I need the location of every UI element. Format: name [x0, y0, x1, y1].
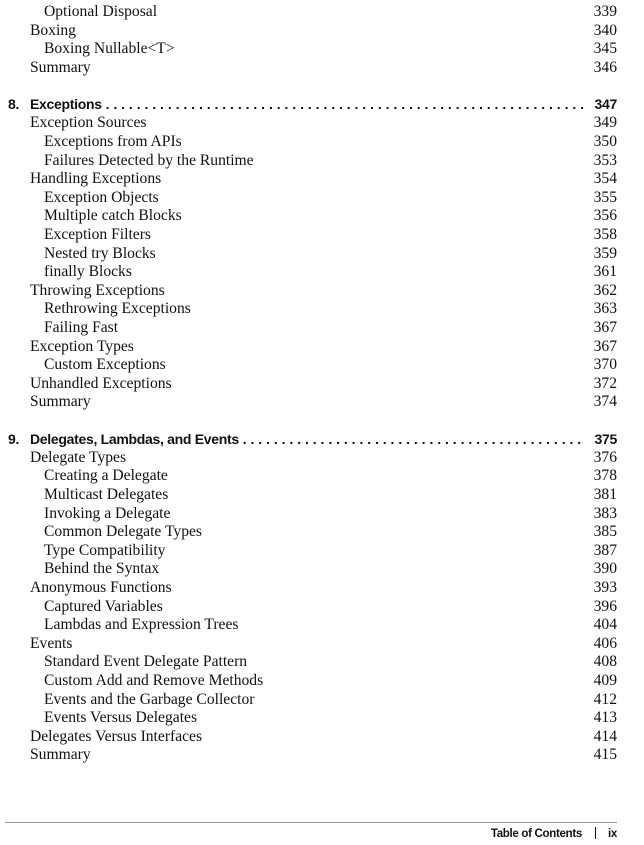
toc-subsection-entry[interactable]	[0, 319, 644, 338]
toc-subsection-entry[interactable]	[0, 300, 644, 319]
entry-page-number: 387	[593, 541, 617, 559]
entry-page-number: 396	[593, 597, 617, 615]
entry-page-number: 359	[593, 244, 617, 262]
entry-title: Lambdas and Expression Trees	[44, 616, 239, 634]
toc-section-entry[interactable]	[0, 22, 644, 41]
chapter-page-number: 347	[594, 96, 617, 113]
entry-title: Invoking a Delegate	[44, 504, 171, 522]
toc-subsection-entry[interactable]	[0, 505, 644, 524]
entry-page-number: 374	[593, 393, 617, 411]
toc-section-entry[interactable]	[0, 114, 644, 133]
toc-subsection-entry[interactable]	[0, 207, 644, 226]
toc-subsection-entry[interactable]	[0, 189, 644, 208]
toc-section-entry[interactable]	[0, 59, 644, 78]
entry-page-number: 349	[593, 114, 617, 132]
entry-page-number: 363	[593, 300, 617, 318]
entry-page-number: 406	[593, 634, 617, 652]
chapter-page-number: 375	[594, 430, 617, 447]
entry-title: Custom Exceptions	[44, 356, 166, 374]
entry-title: Delegate Types	[30, 448, 127, 466]
entry-title: Summary	[30, 746, 91, 764]
toc-chapter-heading[interactable]	[0, 94, 644, 114]
entry-title: Handling Exceptions	[30, 170, 162, 188]
entry-page-number: 412	[593, 690, 617, 708]
entry-title: Exceptions from APIs	[44, 132, 182, 150]
entry-title: finally Blocks	[44, 263, 132, 281]
entry-page-number: 367	[593, 318, 617, 336]
entry-title: Anonymous Functions	[30, 579, 172, 597]
entry-title: Failing Fast	[44, 318, 119, 336]
toc-subsection-entry[interactable]	[0, 598, 644, 617]
toc-section-entry[interactable]	[0, 746, 644, 765]
entry-page-number: 383	[593, 504, 617, 522]
toc-subsection-entry[interactable]	[0, 672, 644, 691]
toc-subsection-entry[interactable]	[0, 226, 644, 245]
entry-page-number: 361	[593, 263, 617, 281]
entry-title: Type Compatibility	[44, 541, 166, 559]
toc-subsection-entry[interactable]	[0, 616, 644, 635]
toc-subsection-entry[interactable]	[0, 3, 644, 22]
entry-title: Behind the Syntax	[44, 560, 160, 578]
toc-subsection-entry[interactable]	[0, 263, 644, 282]
chapter-number: 8.	[8, 96, 20, 113]
toc-subsection-entry[interactable]	[0, 152, 644, 171]
toc-subsection-entry[interactable]	[0, 653, 644, 672]
footer-page-number: ix	[608, 828, 617, 840]
toc-subsection-entry[interactable]	[0, 709, 644, 728]
chapter-title-leader	[30, 94, 586, 114]
toc-section-entry[interactable]	[0, 579, 644, 598]
entry-title: Events	[30, 634, 73, 652]
entry-page-number: 376	[593, 448, 617, 466]
entry-title: Creating a Delegate	[44, 467, 168, 485]
entry-page-number: 355	[593, 188, 617, 206]
entry-title: Boxing	[30, 21, 76, 39]
entry-page-number: 367	[593, 337, 617, 355]
toc-section-entry[interactable]	[0, 375, 644, 394]
table-of-contents	[0, 3, 644, 765]
toc-subsection-entry[interactable]	[0, 523, 644, 542]
entry-title: Optional Disposal	[44, 3, 158, 20]
entry-page-number: 404	[593, 616, 617, 634]
entry-page-number: 353	[593, 151, 617, 169]
entry-page-number: 350	[593, 132, 617, 150]
entry-title: Unhandled Exceptions	[30, 374, 172, 392]
toc-section-entry[interactable]	[0, 635, 644, 654]
entry-title: Common Delegate Types	[44, 523, 202, 541]
entry-title: Boxing Nullable<T>	[44, 40, 175, 58]
toc-section-entry[interactable]	[0, 393, 644, 412]
entry-title: Captured Variables	[44, 597, 163, 615]
footer-running-title: Table of Contents	[490, 828, 582, 840]
page-footer	[491, 827, 617, 840]
toc-chapter-heading[interactable]	[0, 429, 644, 449]
entry-title: Rethrowing Exceptions	[44, 300, 191, 318]
entry-title: Multiple catch Blocks	[44, 207, 182, 225]
toc-subsection-entry[interactable]	[0, 486, 644, 505]
toc-subsection-entry[interactable]	[0, 560, 644, 579]
toc-section-entry[interactable]	[0, 282, 644, 301]
toc-subsection-entry[interactable]	[0, 356, 644, 375]
entry-title: Throwing Exceptions	[30, 281, 165, 299]
entry-title: Summary	[30, 58, 91, 76]
toc-subsection-entry[interactable]	[0, 245, 644, 264]
entry-title: Delegates Versus Interfaces	[30, 727, 203, 745]
entry-page-number: 372	[593, 374, 617, 392]
entry-title: Nested try Blocks	[44, 244, 156, 262]
entry-page-number: 408	[593, 653, 617, 671]
entry-title: Exception Filters	[44, 225, 151, 243]
toc-section-entry[interactable]	[0, 449, 644, 468]
entry-page-number: 393	[593, 579, 617, 597]
entry-page-number: 339	[593, 3, 617, 20]
chapter-title: Exceptions	[30, 96, 102, 113]
chapter-title-leader	[30, 429, 586, 449]
entry-page-number: 340	[593, 21, 617, 39]
entry-title: Summary	[30, 393, 91, 411]
entry-page-number: 409	[593, 672, 617, 689]
toc-section-entry[interactable]	[0, 728, 644, 747]
entry-page-number: 370	[593, 356, 617, 374]
entry-page-number: 362	[593, 281, 617, 299]
entry-title: Failures Detected by the Runtime	[44, 151, 254, 169]
entry-page-number: 413	[593, 709, 617, 727]
entry-page-number: 385	[593, 523, 617, 541]
entry-page-number: 390	[593, 560, 617, 578]
toc-section-entry[interactable]	[0, 170, 644, 189]
toc-section-entry[interactable]	[0, 338, 644, 357]
entry-page-number: 345	[593, 40, 617, 58]
entry-title: Custom Add and Remove Methods	[44, 672, 264, 689]
footer-rule	[5, 822, 617, 823]
entry-page-number: 415	[593, 746, 617, 764]
entry-title: Events Versus Delegates	[44, 709, 198, 727]
entry-page-number: 354	[593, 170, 617, 188]
entry-page-number: 381	[593, 486, 617, 504]
chapter-number: 9.	[8, 430, 20, 447]
entry-page-number: 378	[593, 467, 617, 485]
toc-subsection-entry[interactable]	[0, 133, 644, 152]
entry-title: Standard Event Delegate Pattern	[44, 653, 248, 671]
footer-separator	[595, 827, 596, 839]
entry-page-number: 414	[593, 727, 617, 745]
toc-subsection-entry[interactable]	[0, 542, 644, 561]
entry-title: Events and the Garbage Collector	[44, 690, 255, 708]
chapter-title: Delegates, Lambdas, and Events	[30, 430, 239, 447]
entry-page-number: 356	[593, 207, 617, 225]
toc-subsection-entry[interactable]	[0, 691, 644, 710]
entry-page-number: 346	[593, 58, 617, 76]
entry-title: Exception Objects	[44, 188, 159, 206]
entry-title: Exception Sources	[30, 114, 147, 132]
entry-title: Multicast Delegates	[44, 486, 169, 504]
entry-title: Exception Types	[30, 337, 134, 355]
toc-subsection-entry[interactable]	[0, 467, 644, 486]
toc-subsection-entry[interactable]	[0, 40, 644, 59]
entry-page-number: 358	[593, 225, 617, 243]
